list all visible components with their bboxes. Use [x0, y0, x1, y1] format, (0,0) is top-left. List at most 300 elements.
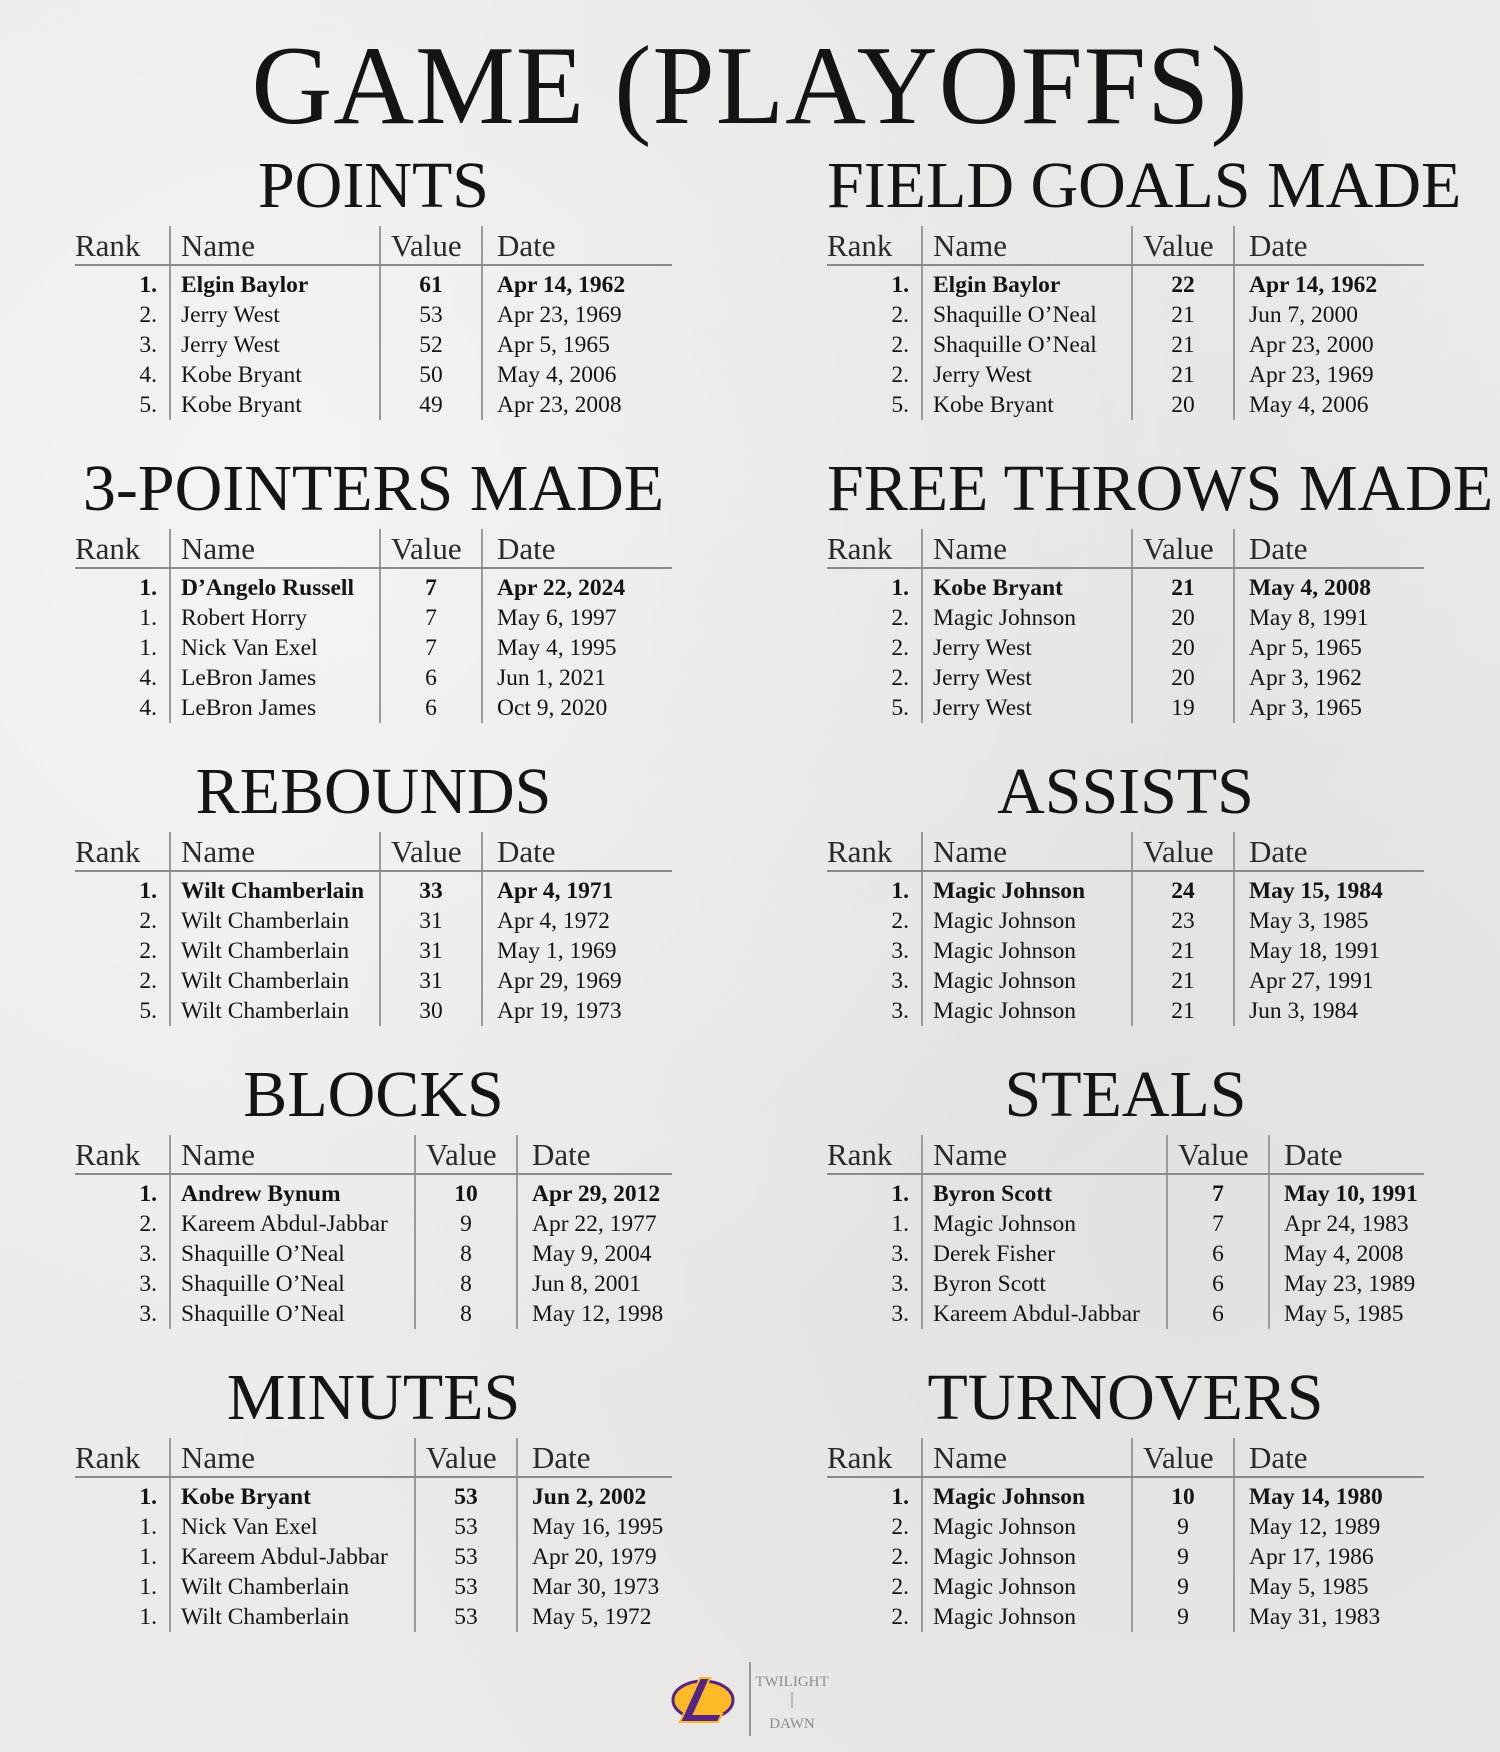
table-row: [827, 265, 1424, 300]
cell-date: Apr 3, 1965: [1234, 693, 1424, 723]
cell-value: 53: [415, 1512, 517, 1542]
table-row: [75, 265, 672, 300]
leaderboard-table: [75, 529, 672, 723]
table-row: [827, 663, 1424, 693]
table-row: [827, 330, 1424, 360]
cell-name: Shaquille O’Neal: [170, 1239, 415, 1269]
column-header-rank: Rank: [827, 1438, 922, 1477]
column-header-rank: Rank: [75, 1135, 170, 1174]
table-row: [827, 1209, 1424, 1239]
cell-date: May 18, 1991: [1234, 936, 1424, 966]
cell-value: 53: [415, 1477, 517, 1512]
cell-name: Wilt Chamberlain: [170, 966, 380, 996]
table-row: [75, 1269, 672, 1299]
table-row: [827, 1174, 1424, 1209]
column-header-name: Name: [170, 529, 380, 568]
cell-rank: 2.: [891, 302, 909, 328]
cell-value: 53: [415, 1572, 517, 1602]
column-header-name: Name: [170, 1438, 415, 1477]
column-header-name: Name: [922, 226, 1132, 265]
cell-rank: 2.: [891, 605, 909, 631]
section-title: FIELD GOALS MADE: [827, 149, 1462, 222]
cell-date: Apr 5, 1965: [482, 330, 672, 360]
table-row: [75, 1572, 672, 1602]
leaderboard-table: [75, 1438, 672, 1632]
cell-date: May 4, 2008: [1234, 568, 1424, 603]
section-title: MINUTES: [226, 1361, 521, 1434]
cell-name: Kareem Abdul-Jabbar: [170, 1209, 415, 1239]
table-row: [827, 568, 1424, 603]
cell-value: 9: [415, 1209, 517, 1239]
cell-name: Magic Johnson: [922, 1572, 1132, 1602]
cell-rank: 3.: [139, 1241, 157, 1267]
cell-rank: 2.: [891, 635, 909, 661]
cell-rank: 2.: [891, 1514, 909, 1540]
cell-date: Apr 23, 2000: [1234, 330, 1424, 360]
cell-rank: 1.: [891, 1181, 909, 1207]
cell-date: May 5, 1972: [517, 1602, 672, 1632]
cell-name: Magic Johnson: [922, 1477, 1132, 1512]
cell-date: Apr 4, 1972: [482, 906, 672, 936]
section-title: REBOUNDS: [195, 755, 552, 828]
section-rebounds: [75, 756, 672, 1046]
table-row: [827, 603, 1424, 633]
cell-rank: 5.: [139, 998, 157, 1024]
table-row: [827, 693, 1424, 723]
cell-value: 8: [415, 1299, 517, 1329]
cell-value: 6: [1167, 1299, 1269, 1329]
table-row: [827, 996, 1424, 1026]
cell-rank: 4.: [139, 695, 157, 721]
svg-text:DAWN: DAWN: [769, 1716, 815, 1732]
cell-value: 20: [1132, 663, 1234, 693]
column-header-date: Date: [1234, 226, 1424, 265]
cell-rank: 3.: [891, 1271, 909, 1297]
cell-name: Wilt Chamberlain: [170, 871, 380, 906]
table-row: [827, 360, 1424, 390]
cell-rank: 2.: [891, 908, 909, 934]
cell-value: 6: [1167, 1269, 1269, 1299]
table-row: [827, 300, 1424, 330]
cell-rank: 3.: [139, 1271, 157, 1297]
cell-name: Elgin Baylor: [170, 265, 380, 300]
cell-date: Apr 23, 1969: [1234, 360, 1424, 390]
column-header-date: Date: [517, 1438, 672, 1477]
cell-value: 19: [1132, 693, 1234, 723]
table-row: [75, 1602, 672, 1632]
cell-rank: 5.: [139, 392, 157, 418]
cell-value: 21: [1132, 966, 1234, 996]
table-row: [827, 1239, 1424, 1269]
cell-value: 50: [380, 360, 482, 390]
cell-date: May 3, 1985: [1234, 906, 1424, 936]
section-free-throws-made: [827, 452, 1494, 743]
cell-value: 9: [1132, 1542, 1234, 1572]
cell-rank: 2.: [891, 332, 909, 358]
cell-rank: 2.: [891, 362, 909, 388]
cell-name: Kareem Abdul-Jabbar: [922, 1299, 1167, 1329]
table-row: [827, 871, 1424, 906]
cell-name: Kobe Bryant: [922, 568, 1132, 603]
cell-date: Jun 8, 2001: [517, 1269, 672, 1299]
cell-value: 49: [380, 390, 482, 420]
leaderboard-table: [827, 832, 1424, 1026]
svg-text:TWILIGHT: TWILIGHT: [755, 1674, 829, 1690]
cell-rank: 1.: [139, 635, 157, 661]
cell-value: 31: [380, 966, 482, 996]
column-header-date: Date: [482, 832, 672, 871]
cell-date: Jun 3, 1984: [1234, 996, 1424, 1026]
table-row: [827, 1477, 1424, 1512]
cell-rank: 1.: [891, 1211, 909, 1237]
cell-value: 21: [1132, 996, 1234, 1026]
cell-value: 20: [1132, 390, 1234, 420]
column-header-date: Date: [1234, 529, 1424, 568]
cell-date: May 4, 2006: [482, 360, 672, 390]
column-header-name: Name: [170, 1135, 415, 1174]
table-row: [75, 1209, 672, 1239]
table-row: [827, 936, 1424, 966]
cell-rank: 1.: [139, 1604, 157, 1630]
cell-value: 22: [1132, 265, 1234, 300]
section-title: TURNOVERS: [927, 1361, 1324, 1434]
brand-logo: [755, 1664, 829, 1736]
cell-rank: 2.: [139, 908, 157, 934]
cell-value: 20: [1132, 633, 1234, 663]
cell-name: Wilt Chamberlain: [170, 996, 380, 1026]
cell-date: May 10, 1991: [1269, 1174, 1424, 1209]
cell-value: 33: [380, 871, 482, 906]
cell-value: 20: [1132, 603, 1234, 633]
cell-date: May 6, 1997: [482, 603, 672, 633]
column-header-name: Name: [922, 832, 1132, 871]
cell-rank: 5.: [891, 392, 909, 418]
cell-name: Nick Van Exel: [170, 1512, 415, 1542]
cell-date: Apr 3, 1962: [1234, 663, 1424, 693]
cell-date: Apr 23, 2008: [482, 390, 672, 420]
column-header-value: Value: [1132, 529, 1234, 568]
cell-value: 7: [380, 603, 482, 633]
section-title: STEALS: [1004, 1058, 1247, 1131]
cell-date: May 4, 1995: [482, 633, 672, 663]
column-header-rank: Rank: [827, 1135, 922, 1174]
table-row: [75, 360, 672, 390]
cell-name: Magic Johnson: [922, 1602, 1132, 1632]
cell-name: Jerry West: [922, 360, 1132, 390]
column-header-value: Value: [1167, 1135, 1269, 1174]
column-header-value: Value: [415, 1438, 517, 1477]
cell-rank: 2.: [891, 665, 909, 691]
column-header-name: Name: [922, 1438, 1132, 1477]
cell-value: 30: [380, 996, 482, 1026]
footer-divider: [749, 1662, 751, 1736]
cell-rank: 1.: [891, 575, 909, 601]
column-header-name: Name: [922, 1135, 1167, 1174]
section-title: BLOCKS: [243, 1058, 504, 1131]
cell-name: Shaquille O’Neal: [170, 1269, 415, 1299]
column-header-value: Value: [380, 832, 482, 871]
cell-name: Jerry West: [170, 300, 380, 330]
leaderboard-table: [827, 529, 1424, 723]
table-row: [75, 330, 672, 360]
cell-rank: 2.: [139, 938, 157, 964]
cell-value: 6: [380, 693, 482, 723]
cell-rank: 1.: [139, 605, 157, 631]
cell-rank: 3.: [139, 332, 157, 358]
section-minutes: [75, 1362, 672, 1652]
cell-date: Jun 1, 2021: [482, 663, 672, 693]
cell-date: May 31, 1983: [1234, 1602, 1424, 1632]
table-row: [75, 1512, 672, 1542]
cell-name: Elgin Baylor: [922, 265, 1132, 300]
column-header-value: Value: [415, 1135, 517, 1174]
cell-name: Magic Johnson: [922, 906, 1132, 936]
cell-date: May 5, 1985: [1269, 1299, 1424, 1329]
cell-rank: 3.: [891, 938, 909, 964]
column-header-name: Name: [922, 529, 1132, 568]
cell-rank: 1.: [891, 1484, 909, 1510]
column-header-value: Value: [380, 226, 482, 265]
cell-name: Magic Johnson: [922, 1209, 1167, 1239]
cell-value: 23: [1132, 906, 1234, 936]
table-row: [827, 1269, 1424, 1299]
cell-rank: 1.: [139, 575, 157, 601]
cell-rank: 4.: [139, 362, 157, 388]
cell-name: Kareem Abdul-Jabbar: [170, 1542, 415, 1572]
table-row: [75, 1299, 672, 1329]
cell-value: 21: [1132, 330, 1234, 360]
table-row: [827, 906, 1424, 936]
cell-name: LeBron James: [170, 663, 380, 693]
cell-date: Oct 9, 2020: [482, 693, 672, 723]
cell-rank: 2.: [891, 1544, 909, 1570]
section-field-goals-made: [827, 149, 1462, 440]
cell-name: LeBron James: [170, 693, 380, 723]
cell-value: 7: [380, 568, 482, 603]
cell-value: 53: [415, 1602, 517, 1632]
column-header-value: Value: [1132, 1438, 1234, 1477]
leaderboard-table: [827, 1438, 1424, 1632]
cell-date: May 15, 1984: [1234, 871, 1424, 906]
cell-value: 6: [380, 663, 482, 693]
column-header-value: Value: [380, 529, 482, 568]
cell-date: Apr 24, 1983: [1269, 1209, 1424, 1239]
cell-value: 31: [380, 936, 482, 966]
cell-date: Apr 29, 1969: [482, 966, 672, 996]
cell-name: Jerry West: [170, 330, 380, 360]
table-row: [75, 996, 672, 1026]
table-row: [75, 693, 672, 723]
cell-name: Jerry West: [922, 663, 1132, 693]
cell-name: Shaquille O’Neal: [170, 1299, 415, 1329]
cell-date: May 1, 1969: [482, 936, 672, 966]
cell-date: May 5, 1985: [1234, 1572, 1424, 1602]
cell-rank: 1.: [891, 272, 909, 298]
table-row: [75, 1542, 672, 1572]
section-title: 3-POINTERS MADE: [82, 452, 665, 525]
table-row: [827, 1602, 1424, 1632]
section-3-pointers-made: [75, 453, 672, 743]
cell-rank: 3.: [139, 1301, 157, 1327]
cell-value: 8: [415, 1269, 517, 1299]
cell-date: Apr 19, 1973: [482, 996, 672, 1026]
cell-name: Byron Scott: [922, 1269, 1167, 1299]
leaderboard-table: [827, 1135, 1424, 1329]
table-row: [75, 663, 672, 693]
table-row: [827, 966, 1424, 996]
column-header-date: Date: [517, 1135, 672, 1174]
cell-name: Magic Johnson: [922, 603, 1132, 633]
cell-date: May 16, 1995: [517, 1512, 672, 1542]
cell-value: 21: [1132, 568, 1234, 603]
cell-rank: 2.: [139, 968, 157, 994]
cell-value: 24: [1132, 871, 1234, 906]
section-turnovers: [827, 1362, 1424, 1652]
table-row: [827, 1542, 1424, 1572]
cell-rank: 1.: [139, 1484, 157, 1510]
cell-value: 8: [415, 1239, 517, 1269]
table-row: [75, 1174, 672, 1209]
cell-rank: 3.: [891, 968, 909, 994]
column-header-date: Date: [482, 529, 672, 568]
cell-date: Apr 20, 1979: [517, 1542, 672, 1572]
lakers-logo-icon: [672, 1672, 734, 1728]
cell-value: 7: [380, 633, 482, 663]
cell-date: Apr 4, 1971: [482, 871, 672, 906]
cell-date: Apr 23, 1969: [482, 300, 672, 330]
cell-name: Jerry West: [922, 633, 1132, 663]
cell-rank: 1.: [139, 1574, 157, 1600]
table-row: [827, 633, 1424, 663]
cell-date: Apr 22, 2024: [482, 568, 672, 603]
cell-name: Shaquille O’Neal: [922, 330, 1132, 360]
cell-name: Wilt Chamberlain: [170, 1572, 415, 1602]
cell-rank: 1.: [891, 878, 909, 904]
cell-name: Nick Van Exel: [170, 633, 380, 663]
cell-date: May 4, 2008: [1269, 1239, 1424, 1269]
cell-name: D’Angelo Russell: [170, 568, 380, 603]
cell-rank: 3.: [891, 1241, 909, 1267]
cell-value: 9: [1132, 1512, 1234, 1542]
cell-value: 52: [380, 330, 482, 360]
table-row: [75, 390, 672, 420]
table-row: [75, 871, 672, 906]
column-header-rank: Rank: [827, 226, 922, 265]
table-row: [827, 1512, 1424, 1542]
section-assists: [827, 756, 1424, 1046]
table-row: [75, 633, 672, 663]
table-row: [827, 1572, 1424, 1602]
cell-date: Jun 7, 2000: [1234, 300, 1424, 330]
table-row: [827, 390, 1424, 420]
cell-date: Apr 5, 1965: [1234, 633, 1424, 663]
leaderboard-table: [75, 832, 672, 1026]
section-title: ASSISTS: [997, 755, 1254, 828]
cell-date: May 4, 2006: [1234, 390, 1424, 420]
column-header-name: Name: [170, 226, 380, 265]
cell-name: Magic Johnson: [922, 936, 1132, 966]
cell-name: Kobe Bryant: [170, 390, 380, 420]
table-row: [75, 1239, 672, 1269]
section-title: FREE THROWS MADE: [827, 452, 1494, 525]
leaderboard-table: [75, 1135, 672, 1329]
cell-rank: 2.: [891, 1604, 909, 1630]
cell-value: 21: [1132, 360, 1234, 390]
column-header-value: Value: [1132, 832, 1234, 871]
cell-date: Mar 30, 1973: [517, 1572, 672, 1602]
cell-name: Wilt Chamberlain: [170, 906, 380, 936]
cell-date: May 14, 1980: [1234, 1477, 1424, 1512]
section-blocks: [75, 1059, 672, 1349]
cell-value: 61: [380, 265, 482, 300]
cell-rank: 3.: [891, 998, 909, 1024]
cell-value: 9: [1132, 1572, 1234, 1602]
cell-date: Apr 27, 1991: [1234, 966, 1424, 996]
column-header-date: Date: [1234, 832, 1424, 871]
cell-name: Robert Horry: [170, 603, 380, 633]
section-steals: [827, 1059, 1424, 1349]
column-header-date: Date: [482, 226, 672, 265]
cell-rank: 1.: [139, 1514, 157, 1540]
cell-name: Magic Johnson: [922, 966, 1132, 996]
cell-name: Shaquille O’Neal: [922, 300, 1132, 330]
cell-value: 6: [1167, 1239, 1269, 1269]
cell-value: 7: [1167, 1174, 1269, 1209]
cell-name: Byron Scott: [922, 1174, 1167, 1209]
table-row: [75, 568, 672, 603]
cell-value: 10: [415, 1174, 517, 1209]
cell-date: Apr 14, 1962: [482, 265, 672, 300]
column-header-rank: Rank: [75, 226, 170, 265]
cell-rank: 3.: [891, 1301, 909, 1327]
cell-name: Magic Johnson: [922, 871, 1132, 906]
cell-date: Jun 2, 2002: [517, 1477, 672, 1512]
table-row: [75, 300, 672, 330]
table-row: [75, 936, 672, 966]
cell-name: Magic Johnson: [922, 996, 1132, 1026]
cell-value: 21: [1132, 300, 1234, 330]
table-row: [75, 966, 672, 996]
cell-rank: 2.: [891, 1574, 909, 1600]
section-points: [75, 150, 672, 440]
column-header-date: Date: [1234, 1438, 1424, 1477]
cell-value: 53: [415, 1542, 517, 1572]
cell-name: Magic Johnson: [922, 1542, 1132, 1572]
cell-name: Kobe Bryant: [922, 390, 1132, 420]
cell-date: May 12, 1998: [517, 1299, 672, 1329]
column-header-rank: Rank: [75, 529, 170, 568]
cell-rank: 1.: [139, 272, 157, 298]
cell-rank: 1.: [139, 1544, 157, 1570]
cell-rank: 2.: [139, 302, 157, 328]
cell-date: Apr 14, 1962: [1234, 265, 1424, 300]
cell-name: Kobe Bryant: [170, 360, 380, 390]
table-row: [75, 603, 672, 633]
leaderboard-table: [827, 226, 1424, 420]
cell-value: 7: [1167, 1209, 1269, 1239]
cell-rank: 1.: [139, 878, 157, 904]
cell-name: Magic Johnson: [922, 1512, 1132, 1542]
leaderboard-table: [75, 226, 672, 420]
cell-date: May 8, 1991: [1234, 603, 1424, 633]
cell-value: 9: [1132, 1602, 1234, 1632]
cell-name: Jerry West: [922, 693, 1132, 723]
cell-name: Derek Fisher: [922, 1239, 1167, 1269]
column-header-rank: Rank: [827, 529, 922, 568]
cell-value: 21: [1132, 936, 1234, 966]
cell-value: 31: [380, 906, 482, 936]
cell-name: Wilt Chamberlain: [170, 936, 380, 966]
